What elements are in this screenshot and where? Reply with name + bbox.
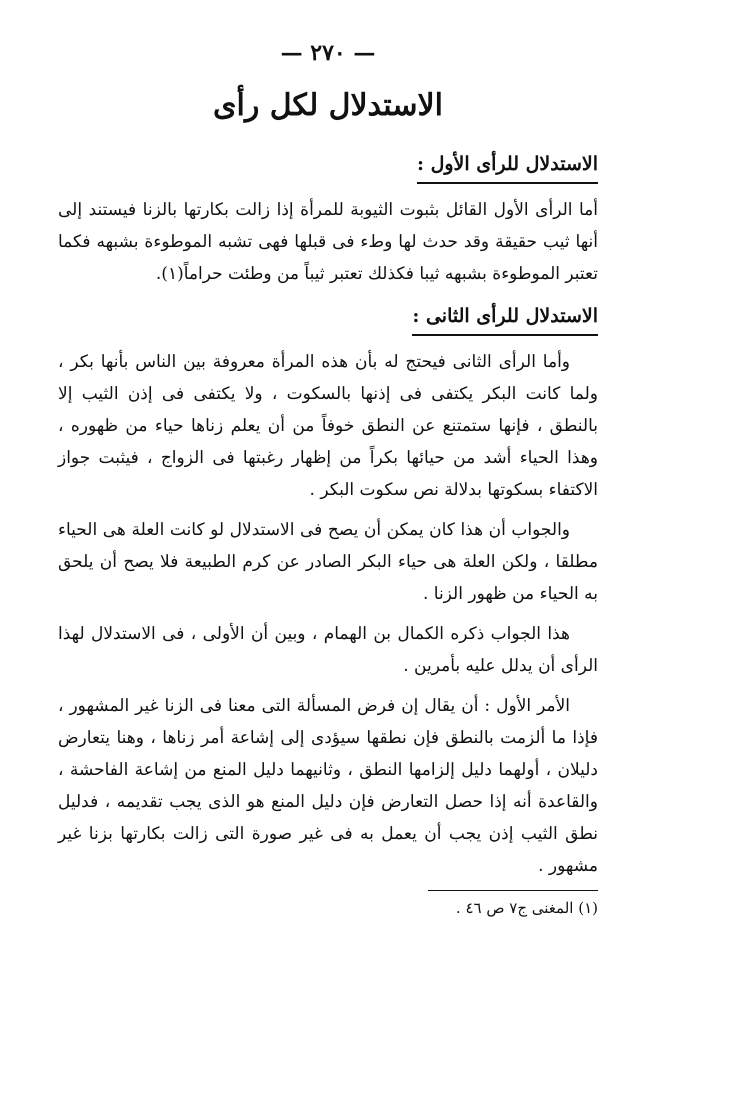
paragraph: أما الرأى الأول القائل بثبوت الثيوبة للمرأة إذا زالت بكارتها بالزنا فيستند إلى أنها ثيب حقيقة وقد حدث لها وطء فى قبلها فهى تشبه الموطوءة بشبهه فكما تعتبر الموطوءة بشبهه ثيبا فكذلك تعتبر ثيباً من وطئت حراماً(١). bbox=[58, 200, 598, 284]
page-number: — ٢٧٠ — bbox=[280, 40, 376, 66]
section-heading: الاستدلال للرأى الأول : bbox=[417, 148, 598, 184]
footnote: (١) المغنى ج٧ ص ٤٦ . bbox=[455, 899, 598, 917]
section-second-opinion bbox=[58, 298, 598, 882]
paragraph: هذا الجواب ذكره الكمال بن الهمام ، وبين أن الأولى ، فى الاستدلال لهذا الرأى أن يدلل عليه بأمرين . bbox=[58, 624, 598, 676]
paragraph: والجواب أن هذا كان يمكن أن يصح فى الاستدلال لو كانت العلة هى الحياء مطلقا ، ولكن العلة هى حياء البكر الصادر عن كرم الطبيعة فلا يصح أن يلحق به الحياء من ظهور الزنا . bbox=[58, 520, 598, 604]
paragraph: وأما الرأى الثانى فيحتج له بأن هذه المرأة معروفة بين الناس بأنها بكر ، ولما كانت البكر يكتفى فى إذنها بالسكوت ، ولا يكتفى فى إذن الثيب إلا بالنطق ، فإنها ستمتنع عن النطق خوفاً من أن يعلم زناها حياء من ظهوره ، وهذا الحياء أشد من حيائها بكراً من إظهار رغبتها فى الزواج ، فيثبت جواز الاكتفاء بسكوتها بدلالة نص سكوت البكر . bbox=[58, 352, 598, 500]
paragraph: الأمر الأول : أن يقال إن فرض المسألة التى معنا فى الزنا غير المشهور ، فإذا ما ألزمت بالنطق فإن نطقها سيؤدى إلى إشاعة أمر زناها ، وهنا يتعارض دليلان ، أولهما دليل إلزامها النطق ، وثانيهما دليل المنع من إشاعة الفاحشة ، والقاعدة أنه إذا حصل التعارض فإن دليل المنع هو الذى يجب تقديمه ، فدليل نطق الثيب إذن يجب أن يعمل به فى غير صورة التى زالت بكارتها بزنا غير مشهور . bbox=[58, 696, 598, 876]
footnote-divider bbox=[428, 890, 598, 891]
section-heading: الاستدلال للرأى الثانى : bbox=[412, 300, 598, 336]
chapter-title: الاستدلال لكل رأى bbox=[213, 88, 443, 123]
book-page bbox=[58, 30, 598, 1070]
section-first-opinion bbox=[58, 146, 598, 290]
